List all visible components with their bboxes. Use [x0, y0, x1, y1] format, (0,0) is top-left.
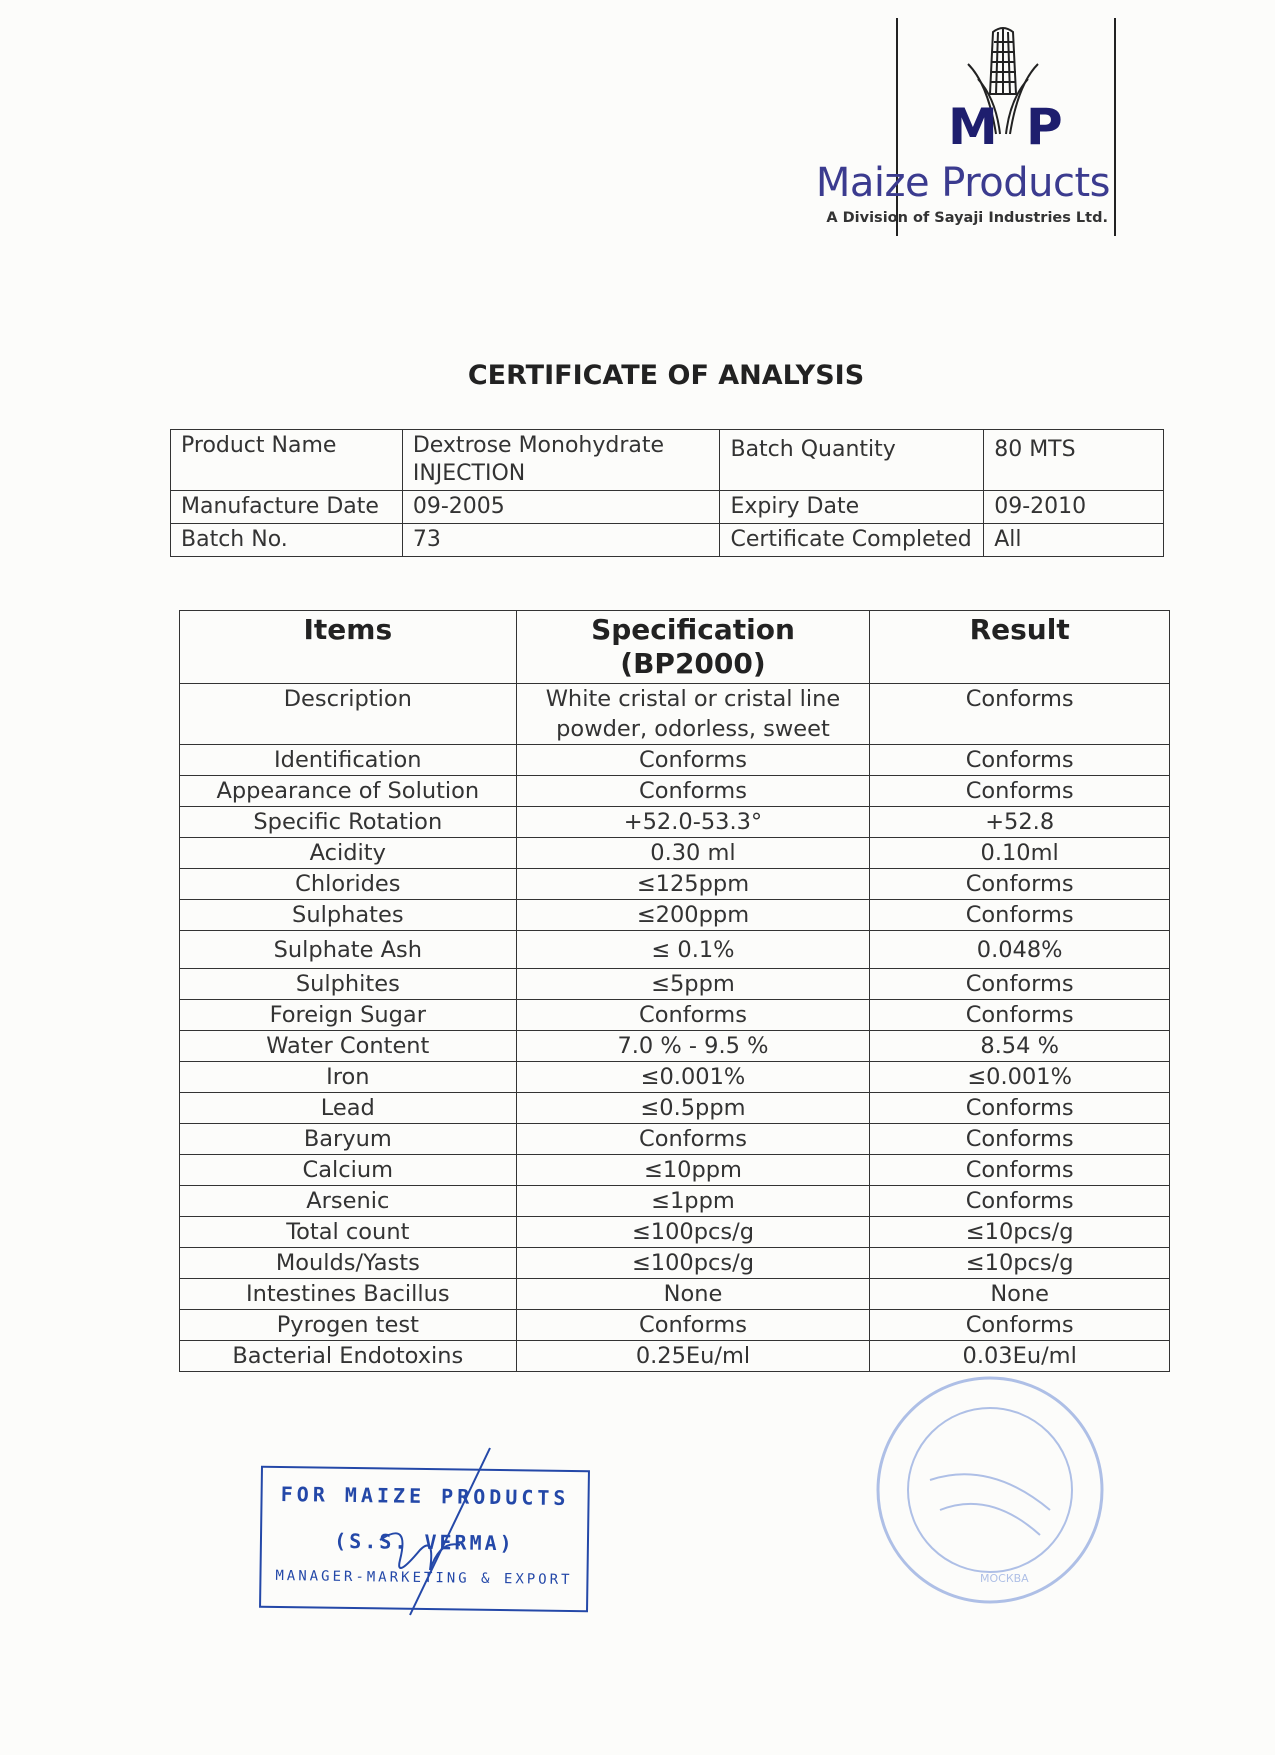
expiry-date-label: Expiry Date: [720, 491, 984, 524]
table-row: [180, 1310, 1170, 1341]
result-cell: Conforms: [870, 1000, 1170, 1031]
result-cell: Conforms: [870, 869, 1170, 900]
item-cell: Pyrogen test: [180, 1310, 517, 1341]
spec-cell: Conforms: [516, 745, 870, 776]
handwritten-signature: [340, 1440, 550, 1620]
table-row: [180, 1155, 1170, 1186]
item-cell: Sulphates: [180, 900, 517, 931]
analysis-table: [179, 610, 1170, 1372]
spec-cell: Conforms: [516, 1310, 870, 1341]
company-name: Maize Products: [815, 160, 1110, 206]
batch-no-value: 73: [402, 524, 720, 557]
spec-cell: 7.0 % - 9.5 %: [516, 1031, 870, 1062]
product-name-line2: INJECTION: [412, 461, 526, 486]
result-cell: Conforms: [870, 776, 1170, 807]
result-cell: Conforms: [870, 900, 1170, 931]
spec-cell: 0.25Eu/ml: [516, 1341, 870, 1372]
result-cell: Conforms: [870, 969, 1170, 1000]
item-cell: Iron: [180, 1062, 517, 1093]
item-cell: Sulphate Ash: [180, 931, 517, 969]
svg-text:M: M: [948, 98, 998, 154]
spec-cell: ≤100pcs/g: [516, 1248, 870, 1279]
spec-line: powder, odorless, sweet: [556, 716, 830, 742]
table-row: [180, 684, 1170, 745]
result-cell: ≤0.001%: [870, 1062, 1170, 1093]
item-cell: Chlorides: [180, 869, 517, 900]
column-header-specification: [516, 611, 870, 684]
item-cell: Moulds/Yasts: [180, 1248, 517, 1279]
item-cell: Appearance of Solution: [180, 776, 517, 807]
table-row: [180, 1341, 1170, 1372]
result-cell: +52.8: [870, 807, 1170, 838]
result-cell: Conforms: [870, 1186, 1170, 1217]
result-cell: Conforms: [870, 684, 1170, 745]
product-name-value: [402, 430, 720, 491]
table-row: [180, 969, 1170, 1000]
item-cell: Description: [180, 684, 517, 745]
spec-cell: ≤200ppm: [516, 900, 870, 931]
manufacture-date-label: Manufacture Date: [171, 491, 403, 524]
round-seal: [870, 1370, 1110, 1610]
table-row: [180, 1000, 1170, 1031]
spec-cell: ≤0.001%: [516, 1062, 870, 1093]
result-cell: ≤10pcs/g: [870, 1217, 1170, 1248]
spec-cell: 0.30 ml: [516, 838, 870, 869]
result-cell: 0.03Eu/ml: [870, 1341, 1170, 1372]
result-cell: Conforms: [870, 1124, 1170, 1155]
spec-header-line1: Specification: [591, 613, 795, 646]
table-row: [180, 1279, 1170, 1310]
spec-cell: Conforms: [516, 776, 870, 807]
result-cell: 8.54 %: [870, 1031, 1170, 1062]
table-row: [180, 745, 1170, 776]
batch-quantity-value: 80 MTS: [984, 430, 1164, 491]
item-cell: Total count: [180, 1217, 517, 1248]
spec-cell: Conforms: [516, 1124, 870, 1155]
analysis-header-row: [180, 611, 1170, 684]
table-row: [180, 807, 1170, 838]
maize-logo-icon: [938, 24, 1068, 154]
result-cell: Conforms: [870, 1155, 1170, 1186]
result-cell: None: [870, 1279, 1170, 1310]
product-name-label: Product Name: [171, 430, 403, 491]
result-cell: ≤10pcs/g: [870, 1248, 1170, 1279]
table-row: [180, 1186, 1170, 1217]
table-row: [180, 1124, 1170, 1155]
batch-no-label: Batch No.: [171, 524, 403, 557]
table-row: [180, 1062, 1170, 1093]
document-title: CERTIFICATE OF ANALYSIS: [467, 360, 865, 391]
spec-cell: ≤0.5ppm: [516, 1093, 870, 1124]
manufacture-date-value: 09-2005: [402, 491, 720, 524]
stamp-title: MANAGER-MARKETING & EXPORT: [275, 1567, 573, 1589]
table-row: [180, 1248, 1170, 1279]
item-cell: Specific Rotation: [180, 807, 517, 838]
item-cell: Calcium: [180, 1155, 517, 1186]
certificate-completed-label: Certificate Completed: [720, 524, 984, 557]
spec-cell: Conforms: [516, 1000, 870, 1031]
spec-cell: ≤10ppm: [516, 1155, 870, 1186]
certificate-completed-value: All: [984, 524, 1164, 557]
item-cell: Arsenic: [180, 1186, 517, 1217]
manufacture-date-row: [171, 491, 1164, 524]
spec-header-line2: (BP2000): [620, 647, 766, 680]
table-row: [180, 838, 1170, 869]
spec-cell: +52.0-53.3°: [516, 807, 870, 838]
spec-cell: ≤100pcs/g: [516, 1217, 870, 1248]
spec-cell: None: [516, 1279, 870, 1310]
product-info-table: [170, 429, 1164, 557]
spec-cell: ≤1ppm: [516, 1186, 870, 1217]
table-row: [180, 776, 1170, 807]
item-cell: Bacterial Endotoxins: [180, 1341, 517, 1372]
item-cell: Foreign Sugar: [180, 1000, 517, 1031]
analysis-body: [180, 684, 1170, 1372]
spec-cell: ≤ 0.1%: [516, 931, 870, 969]
product-name-line1: Dextrose Monohydrate: [412, 433, 665, 458]
result-cell: 0.048%: [870, 931, 1170, 969]
spec-line: White cristal or cristal line: [545, 686, 841, 712]
spec-cell: ≤125ppm: [516, 869, 870, 900]
product-name-row: [171, 430, 1164, 491]
stamp-company: FOR MAIZE PRODUCTS: [280, 1481, 570, 1511]
item-cell: Acidity: [180, 838, 517, 869]
expiry-date-value: 09-2010: [984, 491, 1164, 524]
company-division: A Division of Sayaji Industries Ltd.: [826, 210, 1108, 226]
item-cell: Intestines Bacillus: [180, 1279, 517, 1310]
result-cell: Conforms: [870, 1093, 1170, 1124]
seal-text: МОСКВА: [980, 1572, 1029, 1585]
table-row: [180, 900, 1170, 931]
spec-cell: [516, 684, 870, 745]
batch-quantity-label: Batch Quantity: [720, 430, 984, 491]
table-row: [180, 869, 1170, 900]
item-cell: Identification: [180, 745, 517, 776]
item-cell: Baryum: [180, 1124, 517, 1155]
column-header-items: Items: [180, 611, 517, 684]
item-cell: Water Content: [180, 1031, 517, 1062]
item-cell: Lead: [180, 1093, 517, 1124]
table-row: [180, 1093, 1170, 1124]
company-logo: [815, 18, 1116, 236]
table-row: [180, 1217, 1170, 1248]
column-header-result: Result: [870, 611, 1170, 684]
result-cell: Conforms: [870, 1310, 1170, 1341]
result-cell: 0.10ml: [870, 838, 1170, 869]
table-row: [180, 1031, 1170, 1062]
svg-text:P: P: [1026, 98, 1063, 154]
stamp-signatory: (S.S. VERMA): [334, 1528, 515, 1556]
batch-no-row: [171, 524, 1164, 557]
table-row: [180, 931, 1170, 969]
result-cell: Conforms: [870, 745, 1170, 776]
spec-cell: ≤5ppm: [516, 969, 870, 1000]
item-cell: Sulphites: [180, 969, 517, 1000]
